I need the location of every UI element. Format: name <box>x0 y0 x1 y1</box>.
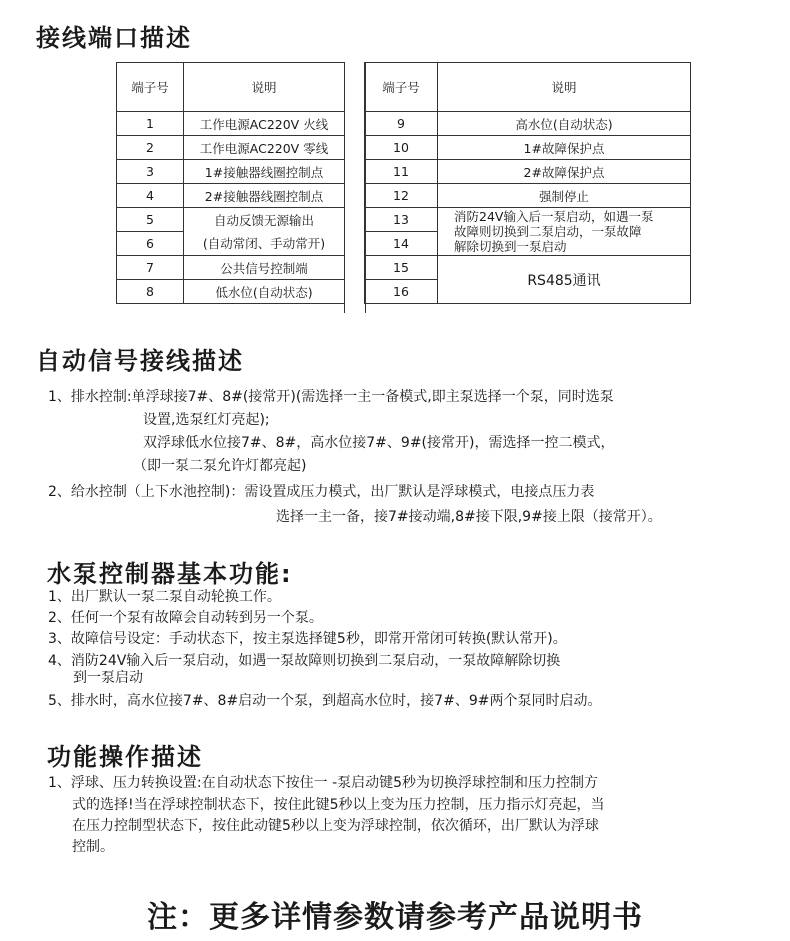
auto-item-line: 选择一主一备，接7#接动端,8#接下限,9#接上限（接常开）。 <box>276 509 662 525</box>
footer-note: 注：更多详情参数请参考产品说明书 <box>147 900 643 935</box>
operation-item-line: 在压力控制型状态下，按住此动键5秒以上变为浮球控制，依次循环，出厂默认为浮球 <box>72 818 599 834</box>
terminal-no: 5 <box>117 208 184 232</box>
terminal-no: 13 <box>365 208 438 232</box>
pump-item-line: 1、出厂默认一泵二泵自动轮换工作。 <box>48 589 281 605</box>
auto-item-line: （即一泵二泵允许灯都亮起) <box>133 458 307 474</box>
fire-line: 消防24V输入后一泵启动，如遇一泵 <box>454 209 654 224</box>
terminal-no: 10 <box>365 136 438 160</box>
pump-item-line: 5、排水时，高水位接7#、8#启动一个泵，到超高水位时，接7#、9#两个泵同时启动。 <box>48 693 602 709</box>
header-terminal-no: 端子号 <box>117 63 184 112</box>
pump-item-line: 2、任何一个泵有故障会自动转到另一个泵。 <box>48 610 323 626</box>
fire-line: 故障则切换到二泵启动，一泵故障 <box>454 224 642 239</box>
terminal-no: 16 <box>365 280 438 304</box>
pump-item-line: 3、故障信号设定：手动状态下，按主泵选择键5秒，即常开常闭可转换(默认常开)。 <box>48 631 567 647</box>
terminal-no: 14 <box>365 232 438 256</box>
terminal-desc: 强制停止 <box>438 184 691 208</box>
terminal-desc: 1#故障保护点 <box>438 136 691 160</box>
wiring-section-title: 接线端口描述 <box>36 24 192 52</box>
header-description: 说明 <box>438 63 691 112</box>
terminal-desc: 高水位(自动状态) <box>438 112 691 136</box>
terminal-table-left <box>116 62 345 304</box>
terminal-desc: RS485通讯 <box>438 256 691 304</box>
terminal-table-right <box>364 62 691 304</box>
terminal-desc: 自动反馈无源输出 <box>184 208 345 232</box>
auto-item-line: 设置,选泵红灯亮起); <box>143 412 270 428</box>
terminal-no: 11 <box>365 160 438 184</box>
header-description: 说明 <box>184 63 345 112</box>
terminal-desc: 工作电源AC220V 火线 <box>184 112 345 136</box>
terminal-desc: 工作电源AC220V 零线 <box>184 136 345 160</box>
operation-item-line: 1、浮球、压力转换设置:在自动状态下按住一 -泵启动键5秒为切换浮球控制和压力控制方 <box>48 775 599 791</box>
terminal-desc: 低水位(自动状态) <box>184 280 345 304</box>
auto-item-line: 2、给水控制（上下水池控制)：需设置成压力模式，出厂默认是浮球模式，电接点压力表 <box>48 484 595 500</box>
pump-section-title: 水泵控制器基本功能: <box>47 560 293 588</box>
terminal-no: 1 <box>117 112 184 136</box>
terminal-no: 3 <box>117 160 184 184</box>
pump-item-line: 4、消防24V输入后一泵启动，如遇一泵故障则切换到二泵启动，一泵故障解除切换 <box>48 653 561 669</box>
terminal-no: 8 <box>117 280 184 304</box>
terminal-no: 7 <box>117 256 184 280</box>
terminal-desc: 2#故障保护点 <box>438 160 691 184</box>
terminal-no: 9 <box>365 112 438 136</box>
terminal-no: 12 <box>365 184 438 208</box>
terminal-no: 15 <box>365 256 438 280</box>
pump-item-line: 到一泵启动 <box>73 670 143 686</box>
terminal-desc: (自动常闭、手动常开) <box>184 232 345 256</box>
operation-item-line: 式的选择!当在浮球控制状态下，按住此键5秒以上变为压力控制，压力指示灯亮起，当 <box>72 797 605 813</box>
terminal-no: 6 <box>117 232 184 256</box>
operation-section-title: 功能操作描述 <box>47 743 203 771</box>
header-terminal-no: 端子号 <box>365 63 438 112</box>
auto-section-title: 自动信号接线描述 <box>36 347 244 375</box>
operation-item-line: 控制。 <box>72 839 114 855</box>
fire-line: 解除切换到一泵启动 <box>454 239 567 254</box>
auto-item-line: 双浮球低水位接7#、8#，高水位接7#、9#(接常开)，需选择一控二模式， <box>143 435 615 451</box>
terminal-desc: 公共信号控制端 <box>184 256 345 280</box>
terminal-no: 4 <box>117 184 184 208</box>
auto-item-line: 1、排水控制:单浮球接7#、8#(接常开)(需选择一主一备模式,即主泵选择一个泵，同时选泵 <box>48 389 614 405</box>
terminal-desc: 1#接触器线圈控制点 <box>184 160 345 184</box>
fire-description <box>438 208 691 256</box>
terminal-no: 2 <box>117 136 184 160</box>
table-separator <box>344 62 366 313</box>
terminal-desc: 2#接触器线圈控制点 <box>184 184 345 208</box>
